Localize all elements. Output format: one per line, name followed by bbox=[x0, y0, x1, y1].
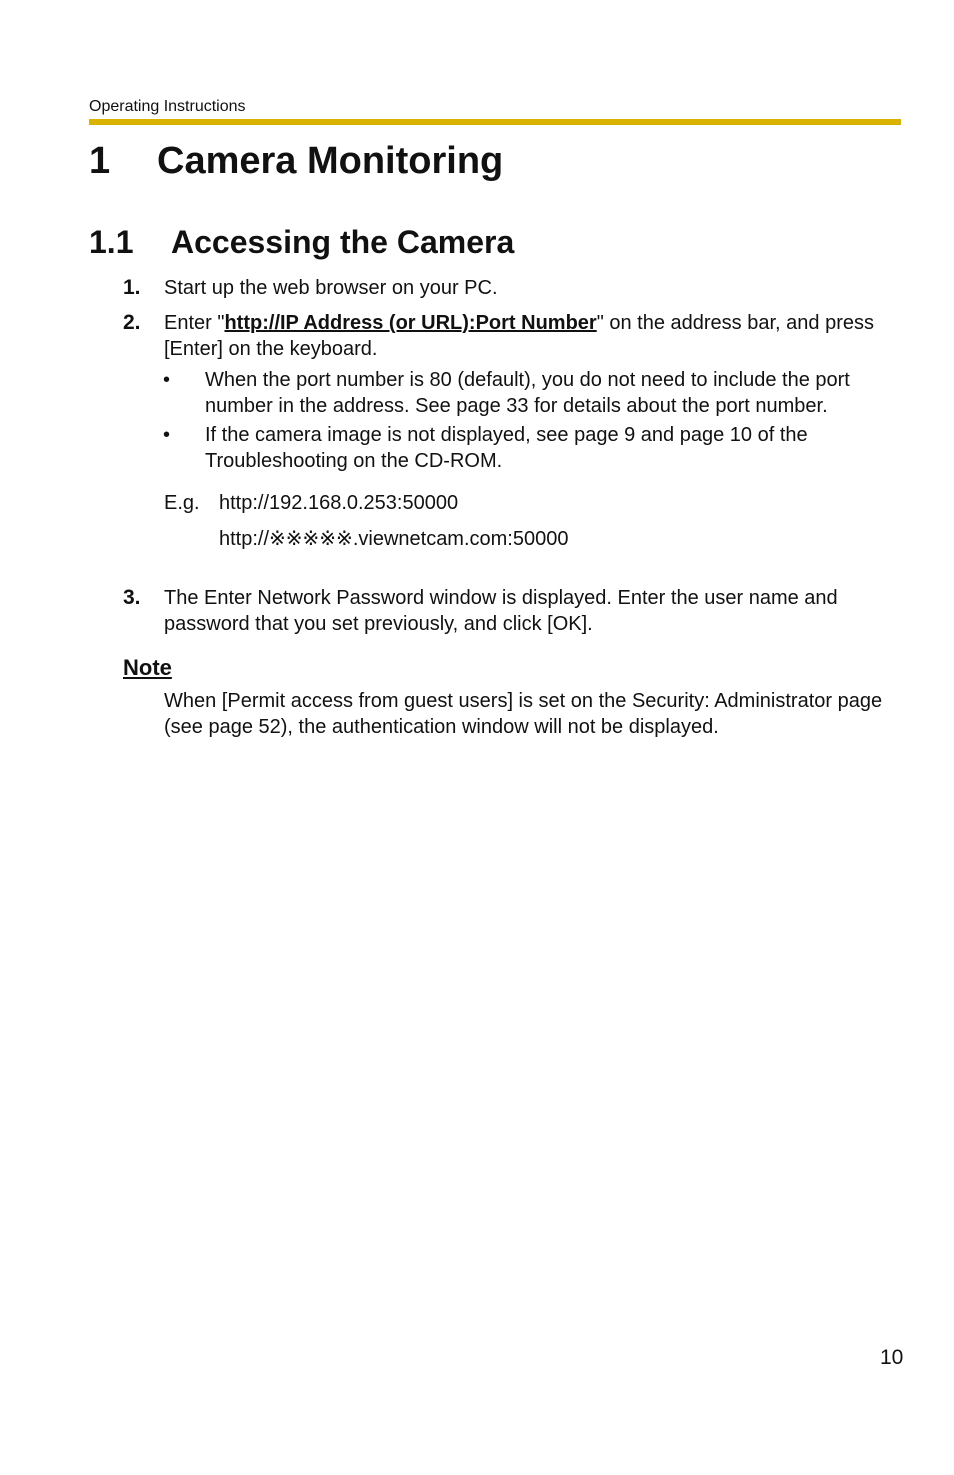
step-2-text bbox=[164, 310, 904, 362]
chapter-number: 1 bbox=[89, 140, 111, 182]
running-header: Operating Instructions bbox=[89, 98, 246, 115]
note-text: When [Permit access from guest users] is set on the Security: Administrator page (see page 52), the authentication window will not be displayed. bbox=[164, 690, 883, 738]
section-number: 1.1 bbox=[89, 224, 134, 260]
chapter-title bbox=[89, 138, 503, 184]
step-2-number: 2. bbox=[123, 311, 141, 334]
header-rule bbox=[89, 119, 901, 125]
bullet-1-text: When the port number is 80 (default), you do not need to include the port number in the address. See page 33 for details about the port number. bbox=[205, 369, 850, 417]
section-title bbox=[89, 221, 514, 263]
example-url-1: http://192.168.0.253:50000 bbox=[219, 492, 459, 514]
page-number: 10 bbox=[880, 1346, 904, 1369]
example-label: E.g. bbox=[164, 492, 200, 514]
note-heading: Note bbox=[123, 655, 172, 680]
chapter-title-text: Camera Monitoring bbox=[157, 140, 504, 182]
section-title-text: Accessing the Camera bbox=[171, 224, 515, 260]
step-3-text: The Enter Network Password window is displayed. Enter the user name and password that you set previously, and click [OK]. bbox=[164, 587, 838, 635]
example-url-2: http://※※※※※.viewnetcam.com:50000 bbox=[219, 528, 569, 550]
bullet-2-dot: • bbox=[163, 424, 171, 446]
bullet-1-dot: • bbox=[163, 369, 171, 391]
step-1-number: 1. bbox=[123, 276, 141, 299]
step-3-number: 3. bbox=[123, 586, 141, 609]
bullet-2-text: If the camera image is not displayed, see page 9 and page 10 of the Troubleshooting on the CD-ROM. bbox=[205, 424, 808, 472]
step-1-text: Start up the web browser on your PC. bbox=[164, 277, 498, 299]
url-format: http://IP Address (or URL):Port Number bbox=[224, 312, 597, 334]
step-2-text-before: Enter " bbox=[164, 312, 225, 334]
step-2-text-after: " on the address bar, and press [Enter] on the keyboard. bbox=[164, 312, 874, 360]
